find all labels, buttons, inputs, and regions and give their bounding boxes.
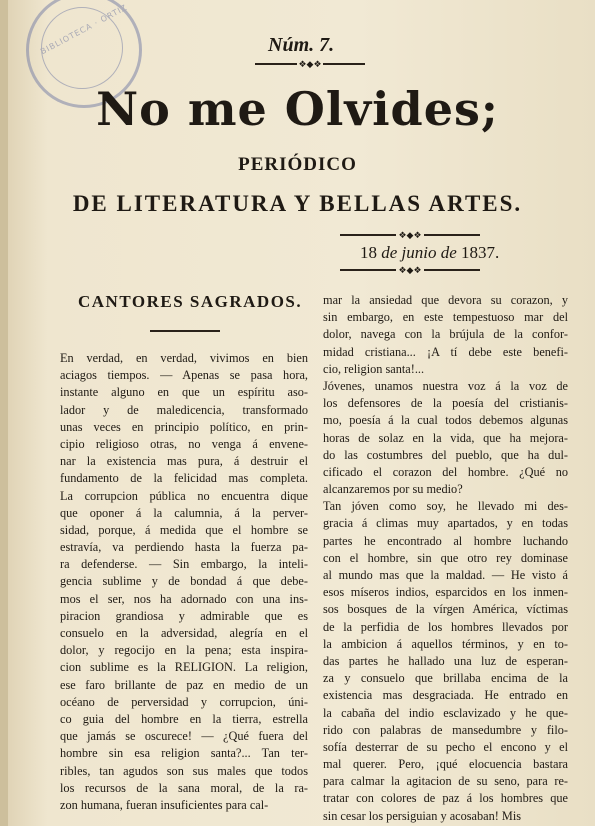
date-year: 1837. (461, 243, 500, 262)
article-line: hombre sin esa religion santa?... Tan ter- (60, 746, 308, 761)
article-line: unas veces en principio político, en prin- (60, 419, 308, 434)
article-line: Jóvenes, unamos nuestra voz á la voz de (323, 378, 568, 393)
article-line: zon humana, fueran insuficientes para cal- (60, 797, 269, 812)
periodico-label: PERIÓDICO (238, 154, 357, 175)
article-column-left (60, 350, 308, 814)
article-line: de la perfidia de los hombres llevados por (323, 619, 568, 634)
article-line: que jamás se oscurece! — ¿Qué fuera del (60, 729, 308, 744)
article-heading: CANTORES SAGRADOS. (78, 292, 303, 311)
article-line: sos bosques de la vírgen América, víctimas (323, 602, 568, 617)
article-line: fundamento de la felicidad mas completa. (60, 471, 308, 486)
issue-date (360, 243, 499, 263)
article-line: La corrupcion pública no encuentra dique (60, 488, 308, 503)
article-line: los recursos de la sana moral, de la ra- (60, 780, 308, 795)
article-line: consuelo en la adversidad, alegría en el (60, 626, 308, 640)
article-line: gracia á climas muy apartados, y en todas (323, 516, 568, 531)
article-line: ese faro brillante de paz en medio de un (60, 677, 308, 692)
article-line: sin embargo, en este tempestuoso mar del (323, 310, 568, 325)
article-line: En verdad, en verdad, vivimos en bien (60, 351, 308, 365)
date-day: 18 (360, 243, 377, 262)
date-ornament-top: ❖◆❖ (340, 229, 480, 241)
article-line: instante alguno en que un espíritu aso- (60, 385, 308, 400)
article-line: que oponer á la calumnia, á la perver- (60, 505, 308, 520)
article-line: cio, religion santa!... (323, 361, 425, 376)
heading-rule (150, 330, 220, 332)
article-line: cion sublime es la RELIGION. La religion, (60, 660, 308, 675)
article-line: midad cristiana... ¡A tí debe este benefi- (323, 344, 568, 359)
article-line: horas de solaz en la vida, que ha mejora- (323, 430, 568, 445)
article-line: mar la ansiedad que devora su corazon, y (323, 293, 568, 307)
article-line: cipio religioso otras, no venga á envene- (60, 436, 308, 451)
article-line: dolor, navega con la brújula de la confor- (323, 327, 568, 342)
stamp-lettering: BIBLIOTECA · ORTIZ (39, 2, 129, 57)
article-line: co guia del hombre en la tierra, estrella (60, 711, 308, 726)
publication-subtitle: DE LITERATURA Y BELLAS ARTES. (72, 191, 523, 216)
article-line: tratar con colores de paz á los hombres que (323, 791, 568, 806)
article-line: do las costumbres del pueblo, que ha dul- (323, 447, 568, 462)
article-line: lador y de maledicencia, transformado (60, 402, 308, 417)
article-line: los defensores de la poesía del cristianis- (323, 396, 568, 411)
article-line: mos el ser, nos ha adornado con una ins- (60, 591, 308, 606)
article-line: mo, poesía á la cual todos debemos algunas (323, 413, 568, 428)
article-line: existencia mas desgraciada. He entrado en (323, 688, 568, 703)
article-line: al mundo mas que la maldad. — He visto á (323, 568, 568, 582)
article-line: piracion grandiosa y admirable que es (60, 608, 308, 623)
date-ornament-bottom: ❖◆❖ (340, 264, 480, 276)
article-line: rido con palabras de mansedumbre y filo- (323, 722, 568, 737)
article-line: cificado el corazon del hombre. ¿Qué no (323, 464, 568, 479)
masthead-title: No me Olvides; (96, 82, 499, 136)
article-line: estravía, va perdiendo hasta la fuerza pa- (60, 540, 308, 555)
article-line: ra defenderse. — Sin embargo, la inteli- (60, 557, 308, 572)
article-line: océano de perversidad y corrupcion, úni- (60, 694, 308, 709)
date-month: de junio de (381, 243, 457, 262)
article-line: sofía desterrar de su pecho el encono y el (323, 739, 568, 754)
article-line: sin cesar los persiguian y acosaban! Mis (323, 808, 522, 823)
article-line: partes he encontrado al hombre luchando (323, 533, 568, 548)
article-line: das partes he hallado una luz de esperan- (323, 653, 568, 668)
article-line: dolor, y regocijo en la pena; esta inspira- (60, 643, 308, 658)
issue-ornament: ❖◆❖ (255, 58, 365, 70)
article-line: alcanzaremos por su medio? (323, 482, 463, 497)
article-column-right (323, 292, 568, 825)
article-line: Tan jóven como soy, he llevado mi des- (323, 499, 568, 514)
article-line: za y consuelo que brillaba encima de la (323, 671, 568, 686)
article-line: con el hombre, sin que otro rey dominase (323, 550, 568, 565)
article-line: mal querer. Pero, ¡qué elocuencia bastara (323, 757, 568, 772)
article-line: la ambicion á aquellos términos, y en to- (323, 636, 568, 651)
issue-number: Núm. 7. (268, 34, 335, 56)
article-line: la cabaña del indio esclavizado y he que- (323, 705, 568, 720)
article-line: sidad, porque, á medida que el hombre se (60, 522, 308, 537)
article-line: esos míseros indios, esparcidos en los inmen- (323, 585, 568, 600)
article-line: aciagos tiempos. — Apenas se pasa hora, (60, 368, 308, 383)
article-line: nar la existencia mas pura, á destruir el (60, 454, 308, 469)
article-line: gencia sublime y de bondad á que debe- (60, 574, 308, 589)
article-line: ribles, tan agudos son sus males que todos (60, 763, 308, 778)
article-line: para calmar la agitacion de su seno, para re- (323, 774, 568, 789)
